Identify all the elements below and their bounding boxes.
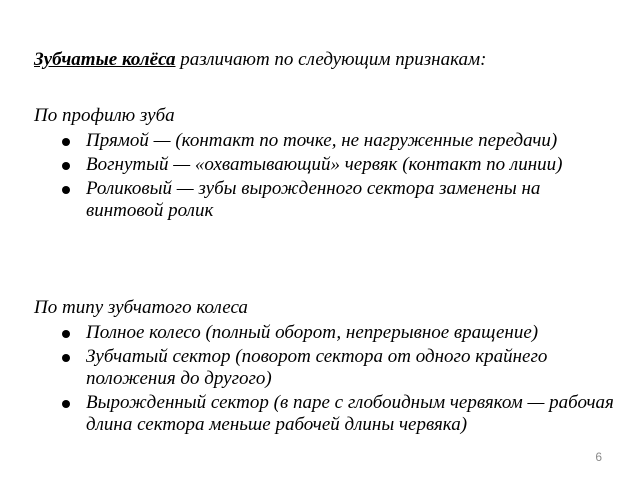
intro-line [34, 46, 624, 73]
list-item [62, 322, 622, 344]
list-item [62, 392, 622, 436]
list-item [62, 154, 622, 176]
bullet-icon [62, 400, 70, 408]
list-item-text: Полное колесо (полный оборот, непрерывное вращение) [86, 322, 539, 343]
list-item [62, 178, 622, 222]
list-item-text: Зубчатый сектор (поворот сектора от одного крайнего положения до другого) [86, 346, 548, 389]
bullet-icon [62, 162, 70, 170]
bullet-icon [62, 354, 70, 362]
bullet-icon [62, 186, 70, 194]
section-heading-gear-type: По типу зубчатого колеса [34, 297, 248, 318]
section-heading-tooth-profile: По профилю зуба [34, 105, 175, 126]
list-item-text: Прямой — (контакт по точке, не нагруженные передачи) [86, 130, 558, 151]
list-item [62, 130, 622, 152]
list-item-text: Вырожденный сектор (в паре с глобоидным червяком — рабочая длина сектора меньше рабочей длины червяка) [86, 392, 614, 435]
bullet-icon [62, 330, 70, 338]
page-number: 6 [595, 450, 602, 464]
intro-term: Зубчатые колёса [34, 49, 176, 70]
bullet-icon [62, 138, 70, 146]
tooth-profile-list [62, 130, 622, 224]
intro-text: различают по следующим признакам: [175, 49, 487, 70]
list-item-text: Роликовый — зубы вырожденного сектора заменены на винтовой ролик [86, 178, 541, 221]
gear-type-list [62, 322, 622, 438]
list-item-text: Вогнутый — «охватывающий» червяк (контакт по линии) [86, 154, 563, 175]
list-item [62, 346, 622, 390]
